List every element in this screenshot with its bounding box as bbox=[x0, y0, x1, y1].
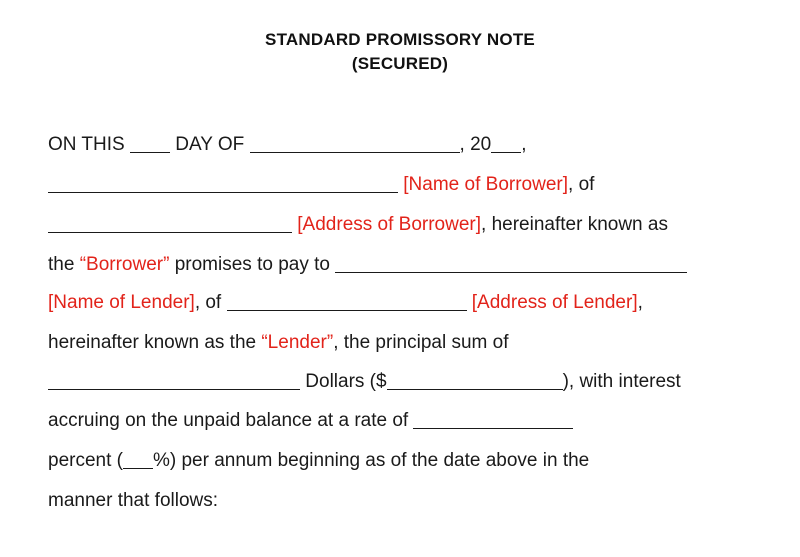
text-on-this: ON THIS bbox=[48, 134, 130, 155]
document-title: STANDARD PROMISSORY NOTE bbox=[265, 30, 535, 49]
borrower-address-placeholder: [Address of Borrower] bbox=[297, 214, 482, 235]
text-promises-to-pay-to: promises to pay to bbox=[169, 254, 336, 275]
amount-line bbox=[48, 367, 681, 397]
lender-known-line bbox=[48, 328, 509, 358]
text-per-annum: %) per annum beginning as of the date above in the bbox=[152, 450, 590, 471]
text-manner-that-follows: manner that follows: bbox=[48, 490, 219, 511]
borrower-name-blank[interactable] bbox=[48, 174, 398, 193]
text-of: , of bbox=[568, 174, 595, 195]
interest-rate-line bbox=[48, 406, 573, 436]
text-hereinafter-known-as: , hereinafter known as bbox=[481, 214, 668, 235]
percent-blank[interactable] bbox=[123, 450, 153, 469]
percent-line bbox=[48, 446, 589, 476]
payee-blank[interactable] bbox=[335, 254, 687, 273]
amount-words-blank[interactable] bbox=[48, 371, 300, 390]
text-hereinafter-known-as-the: hereinafter known as the bbox=[48, 332, 262, 353]
manner-line bbox=[48, 486, 218, 516]
text-principal-sum-of: , the principal sum of bbox=[333, 332, 509, 353]
text-dollars: Dollars ($ bbox=[300, 371, 387, 392]
text-day-of: DAY OF bbox=[170, 134, 250, 155]
text-year-prefix: , 20 bbox=[459, 134, 492, 155]
document-title-block bbox=[0, 28, 800, 76]
lender-line bbox=[48, 288, 643, 318]
text-the: the bbox=[48, 254, 80, 275]
text-comma: , bbox=[521, 134, 527, 155]
day-blank[interactable] bbox=[130, 134, 170, 153]
month-blank[interactable] bbox=[250, 134, 460, 153]
date-line bbox=[48, 130, 527, 160]
lender-name-placeholder: [Name of Lender] bbox=[48, 292, 195, 313]
borrower-address-blank[interactable] bbox=[48, 214, 292, 233]
text-comma-2: , bbox=[637, 292, 643, 313]
borrower-term: “Borrower” bbox=[79, 254, 170, 275]
borrower-address-line bbox=[48, 210, 668, 240]
borrower-promise-line bbox=[48, 250, 687, 280]
borrower-name-placeholder: [Name of Borrower] bbox=[403, 174, 569, 195]
amount-number-blank[interactable] bbox=[387, 371, 563, 390]
text-accruing: accruing on the unpaid balance at a rate of bbox=[48, 410, 414, 431]
borrower-name-line bbox=[48, 170, 594, 200]
lender-term: “Lender” bbox=[261, 332, 334, 353]
text-of-2: , of bbox=[194, 292, 227, 313]
rate-words-blank[interactable] bbox=[413, 410, 573, 429]
lender-address-blank[interactable] bbox=[227, 292, 467, 311]
document-subtitle: (SECURED) bbox=[351, 54, 449, 73]
text-percent: percent ( bbox=[48, 450, 123, 471]
lender-address-placeholder: [Address of Lender] bbox=[471, 292, 638, 313]
year-blank[interactable] bbox=[491, 134, 521, 153]
text-with-interest: ), with interest bbox=[562, 371, 681, 392]
